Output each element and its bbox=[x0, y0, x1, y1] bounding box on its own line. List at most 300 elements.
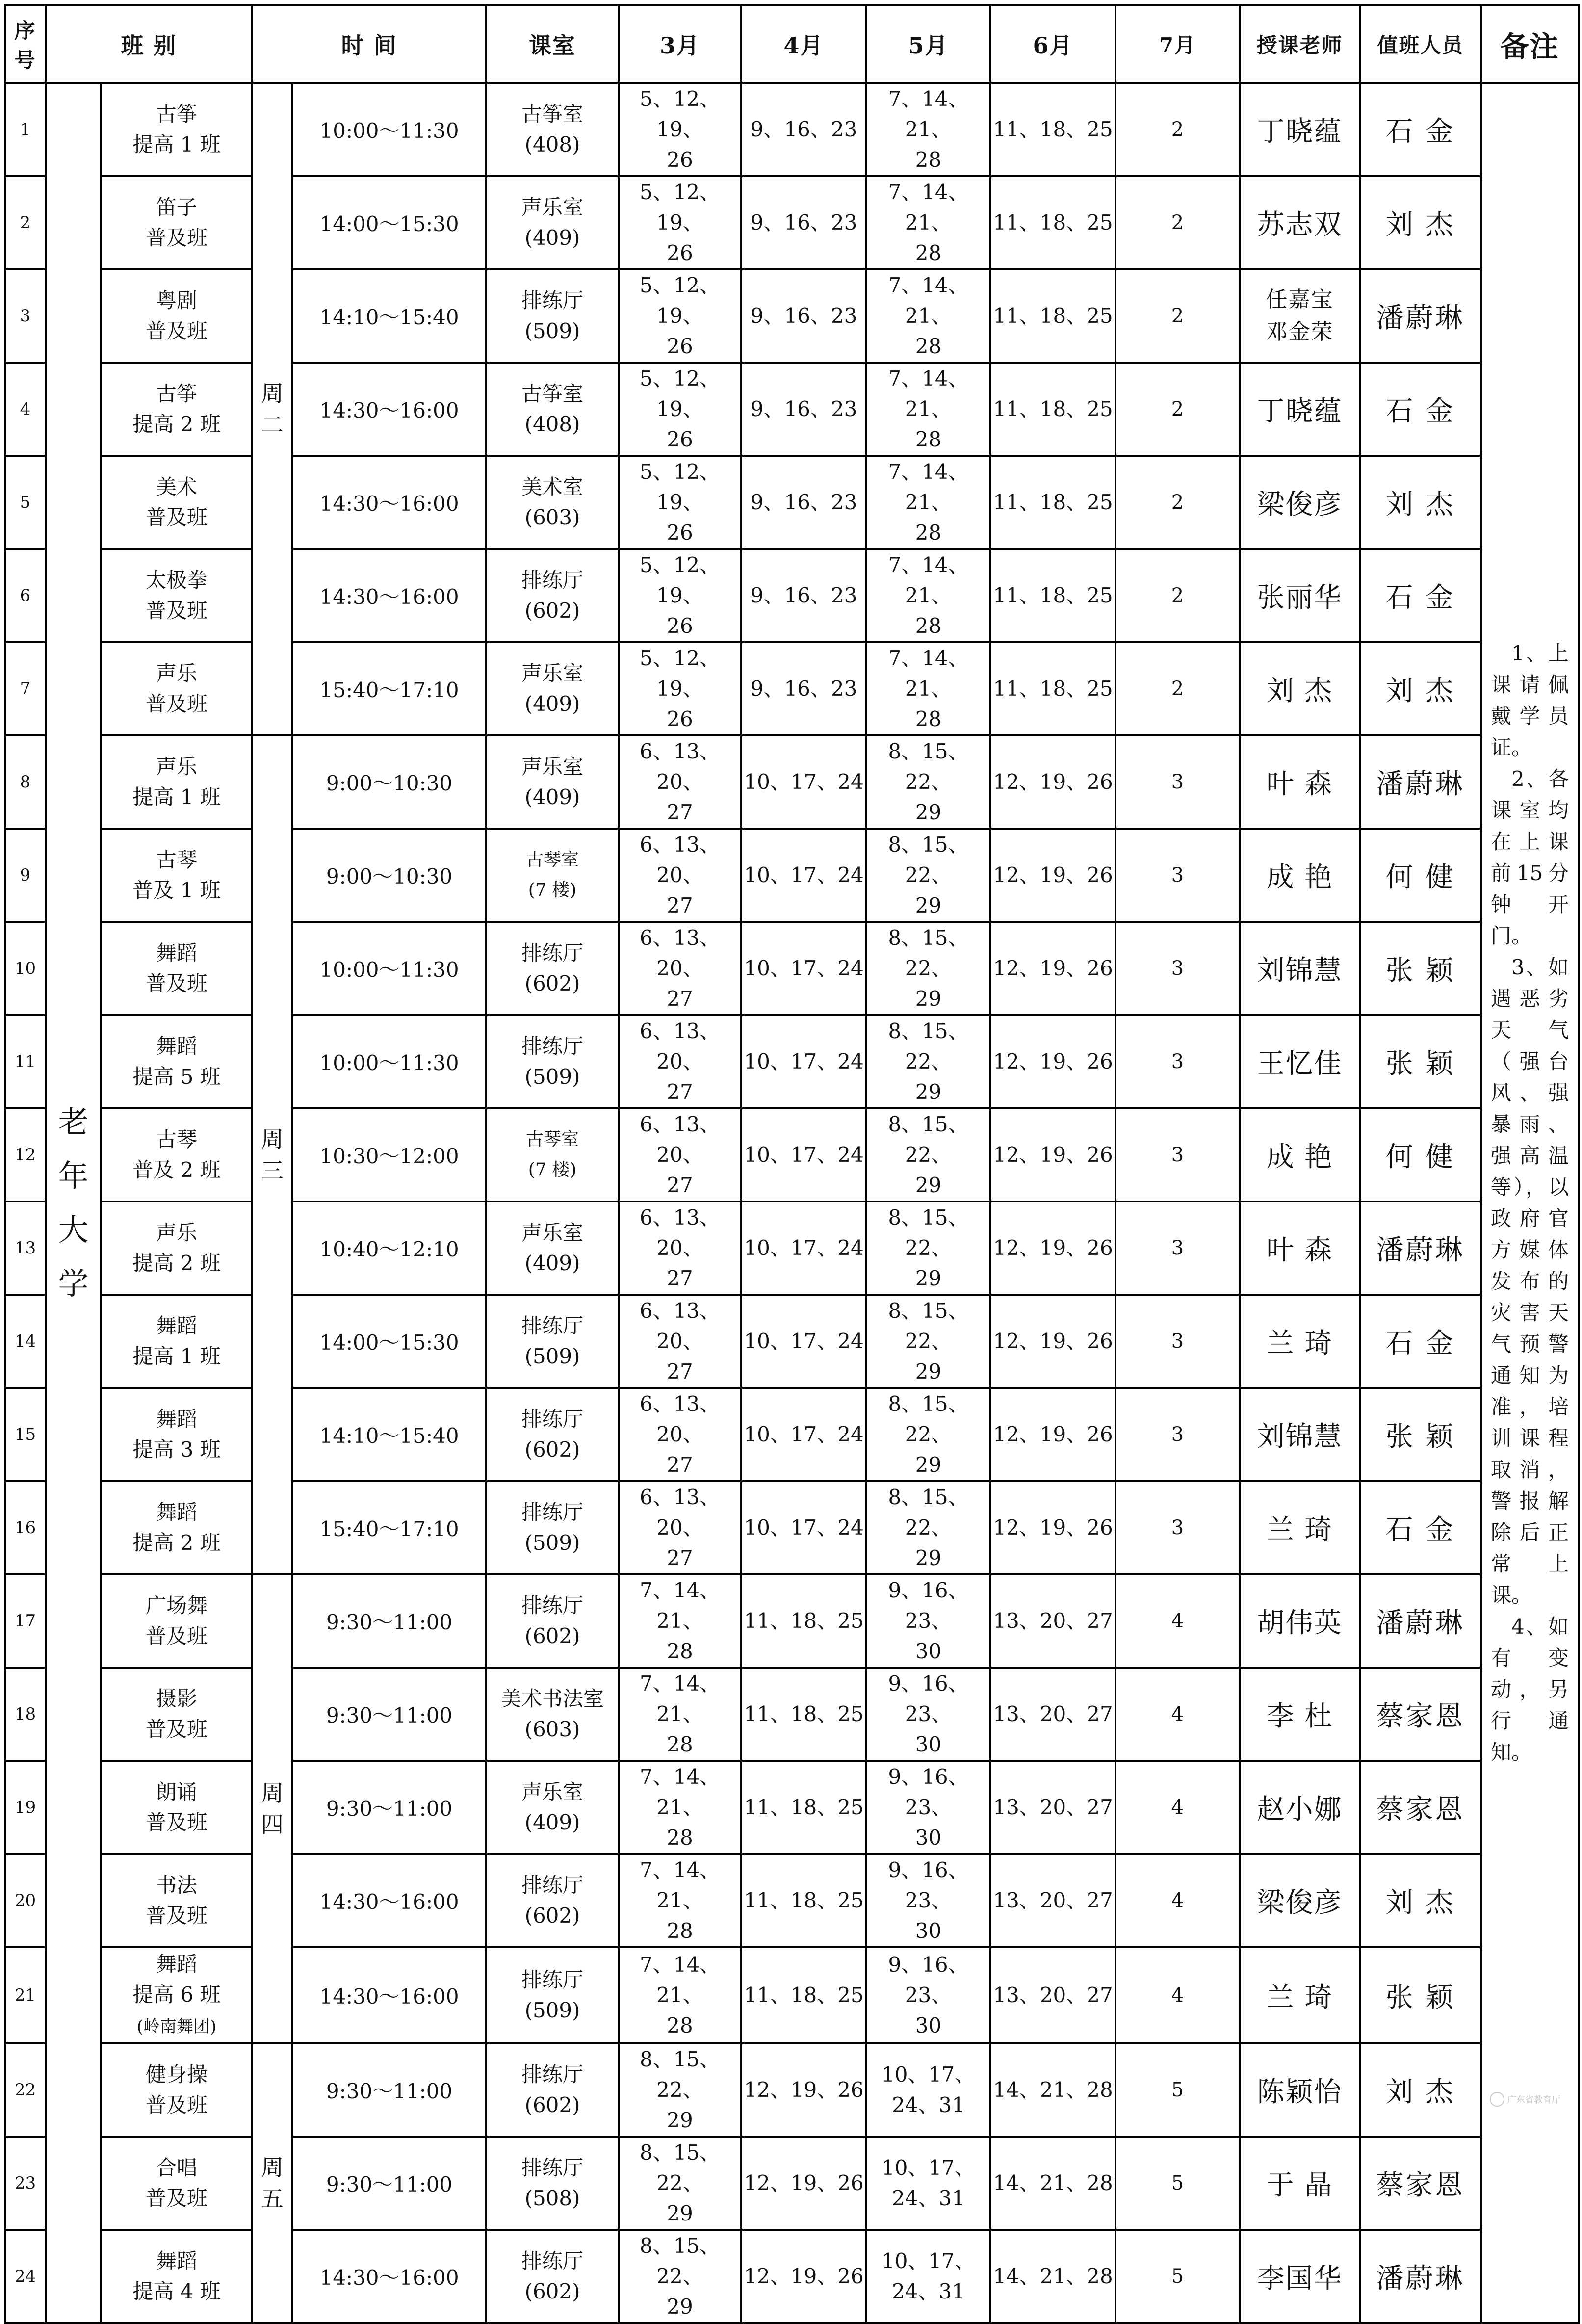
dates-jul: 3 bbox=[1115, 1388, 1240, 1481]
dates-mar-line1: 5、12、19、 bbox=[639, 87, 721, 141]
dates-jul: 3 bbox=[1115, 1201, 1240, 1295]
dates-mar bbox=[619, 549, 741, 642]
class-level: 普及班 bbox=[146, 2093, 208, 2117]
dates-may-line2: 30 bbox=[915, 1732, 942, 1756]
dates-mar bbox=[619, 1481, 741, 1574]
row-index: 16 bbox=[5, 1481, 46, 1574]
dates-mar-line1: 6、13、20、 bbox=[639, 1205, 721, 1260]
remark-item: 2、各课室均在上课前15分钟开门。 bbox=[1491, 767, 1569, 948]
classroom-number: (7 楼) bbox=[528, 880, 577, 900]
classroom-name: 古筝室 bbox=[521, 382, 584, 406]
dates-jul: 2 bbox=[1115, 456, 1240, 549]
classroom-number: (602) bbox=[524, 1904, 580, 1928]
dates-may-line1: 8、15、22、 bbox=[888, 1205, 969, 1260]
row-index: 8 bbox=[5, 735, 46, 829]
dates-may-line2: 28 bbox=[915, 521, 942, 545]
class-time: 14:30～16:00 bbox=[292, 1947, 486, 2043]
header-room: 课室 bbox=[486, 5, 619, 83]
classroom-number: (509) bbox=[524, 1531, 580, 1555]
table-row bbox=[5, 1668, 1579, 1761]
dates-apr: 10、17、24 bbox=[741, 829, 866, 922]
class-level: 提高 1 班 bbox=[132, 785, 221, 809]
dates-apr: 10、17、24 bbox=[741, 1295, 866, 1388]
dates-mar-line1: 6、13、20、 bbox=[639, 1299, 721, 1353]
teacher-name: 李 杜 bbox=[1240, 1668, 1360, 1761]
row-index: 22 bbox=[5, 2043, 46, 2137]
dates-may-line1: 8、15、22、 bbox=[888, 1392, 969, 1446]
duty-staff: 张 颖 bbox=[1360, 1947, 1481, 2043]
class-subject: 摄影 bbox=[156, 1687, 198, 1711]
class-level: 普及班 bbox=[146, 1810, 208, 1834]
class-level: 普及班 bbox=[146, 319, 208, 343]
table-row bbox=[5, 735, 1579, 829]
row-index: 11 bbox=[5, 1015, 46, 1108]
classroom bbox=[486, 549, 619, 642]
dates-may bbox=[866, 1388, 990, 1481]
duty-staff: 蔡家恩 bbox=[1360, 2137, 1481, 2230]
classroom bbox=[486, 1108, 619, 1201]
class-subject: 古筝 bbox=[156, 102, 198, 126]
dates-mar-line1: 8、15、22、 bbox=[639, 2141, 721, 2195]
dates-may-line2: 29 bbox=[915, 1080, 942, 1104]
org-label bbox=[46, 83, 101, 2323]
teacher-name: 兰 琦 bbox=[1240, 1481, 1360, 1574]
dates-mar bbox=[619, 83, 741, 176]
classroom-name: 排练厅 bbox=[521, 288, 584, 313]
duty-staff: 张 颖 bbox=[1360, 1015, 1481, 1108]
row-index: 1 bbox=[5, 83, 46, 176]
dates-may-line1: 8、15、22、 bbox=[888, 1112, 969, 1167]
class-subject: 太极拳 bbox=[146, 568, 208, 592]
class-time: 14:10～15:40 bbox=[292, 269, 486, 363]
class-time: 15:40～17:10 bbox=[292, 1481, 486, 1574]
classroom-name: 排练厅 bbox=[521, 1500, 584, 1524]
dates-mar-line1: 6、13、20、 bbox=[639, 1112, 721, 1167]
dates-mar-line2: 26 bbox=[667, 241, 693, 265]
duty-staff: 蔡家恩 bbox=[1360, 1668, 1481, 1761]
dates-mar-line2: 27 bbox=[667, 1080, 693, 1104]
row-index: 2 bbox=[5, 176, 46, 269]
dates-mar bbox=[619, 922, 741, 1015]
dates-mar-line2: 28 bbox=[667, 1639, 693, 1663]
remarks-cell bbox=[1481, 83, 1579, 2323]
class-level: 提高 4 班 bbox=[132, 2279, 221, 2303]
class-subject: 古琴 bbox=[156, 1127, 198, 1151]
dates-may bbox=[866, 176, 990, 269]
class-level: 普及班 bbox=[146, 971, 208, 995]
duty-staff: 刘 杰 bbox=[1360, 456, 1481, 549]
dates-mar-line1: 7、14、21、 bbox=[639, 1578, 721, 1633]
dates-apr: 9、16、23 bbox=[741, 176, 866, 269]
dates-may-line1: 8、15、22、 bbox=[888, 1299, 969, 1353]
teacher-name: 陈颖怡 bbox=[1240, 2043, 1360, 2137]
dates-jun: 12、19、26 bbox=[990, 1201, 1115, 1295]
dates-mar-line2: 29 bbox=[667, 2201, 693, 2225]
classroom bbox=[486, 735, 619, 829]
header-class: 班 别 bbox=[46, 5, 252, 83]
row-index: 4 bbox=[5, 363, 46, 456]
dates-mar-line1: 6、13、20、 bbox=[639, 1019, 721, 1073]
dates-jun: 12、19、26 bbox=[990, 735, 1115, 829]
dates-apr: 11、18、25 bbox=[741, 1668, 866, 1761]
dates-may-line2: 28 bbox=[915, 148, 942, 172]
dates-apr: 9、16、23 bbox=[741, 83, 866, 176]
dates-mar bbox=[619, 1015, 741, 1108]
duty-staff: 蔡家恩 bbox=[1360, 1761, 1481, 1854]
dates-mar bbox=[619, 1295, 741, 1388]
header-row bbox=[5, 5, 1579, 83]
header-jul: 7月 bbox=[1115, 5, 1240, 83]
dates-may-line2: 28 bbox=[915, 241, 942, 265]
dates-mar-line2: 26 bbox=[667, 614, 693, 638]
classroom-number: (509) bbox=[524, 1998, 580, 2022]
classroom bbox=[486, 1947, 619, 2043]
class-time: 14:30～16:00 bbox=[292, 363, 486, 456]
dates-jul: 4 bbox=[1115, 1947, 1240, 2043]
dates-apr: 11、18、25 bbox=[741, 1854, 866, 1947]
class-time: 9:30～11:00 bbox=[292, 2043, 486, 2137]
class-subject: 舞蹈 bbox=[156, 1500, 198, 1524]
weekday-char: 周 bbox=[261, 2154, 284, 2181]
row-index: 14 bbox=[5, 1295, 46, 1388]
class-subject: 声乐 bbox=[156, 1221, 198, 1245]
dates-may bbox=[866, 363, 990, 456]
duty-staff: 何 健 bbox=[1360, 829, 1481, 922]
dates-jun: 12、19、26 bbox=[990, 829, 1115, 922]
class-subject: 舞蹈 bbox=[156, 941, 198, 965]
class-subject: 古琴 bbox=[156, 848, 198, 872]
dates-may-line2: 28 bbox=[915, 707, 942, 731]
classroom bbox=[486, 2137, 619, 2230]
dates-may-line2: 29 bbox=[915, 893, 942, 917]
classroom-number: (409) bbox=[524, 692, 580, 716]
class-name bbox=[101, 2137, 252, 2230]
dates-jul: 2 bbox=[1115, 269, 1240, 363]
class-level: 普及班 bbox=[146, 1717, 208, 1741]
teacher-name: 丁晓蕴 bbox=[1240, 83, 1360, 176]
teacher-name-1: 任嘉宝 bbox=[1266, 287, 1334, 312]
dates-may-line2: 28 bbox=[915, 427, 942, 451]
classroom-number: (602) bbox=[524, 1624, 580, 1648]
dates-mar-line1: 7、14、21、 bbox=[639, 1953, 721, 2007]
dates-mar bbox=[619, 456, 741, 549]
class-level: 提高 2 班 bbox=[132, 1531, 221, 1555]
dates-jul: 2 bbox=[1115, 176, 1240, 269]
table-row bbox=[5, 1761, 1579, 1854]
class-time: 14:10～15:40 bbox=[292, 1388, 486, 1481]
dates-may-line2: 24、31 bbox=[892, 2279, 965, 2303]
row-index: 18 bbox=[5, 1668, 46, 1761]
classroom bbox=[486, 269, 619, 363]
schedule-body bbox=[5, 83, 1579, 2323]
teacher-name: 刘 杰 bbox=[1240, 642, 1360, 735]
class-name bbox=[101, 1574, 252, 1668]
duty-staff: 潘蔚琳 bbox=[1360, 735, 1481, 829]
weekday-char: 三 bbox=[261, 1157, 284, 1184]
table-row bbox=[5, 549, 1579, 642]
classroom-number: (509) bbox=[524, 1065, 580, 1089]
header-remark: 备注 bbox=[1481, 5, 1579, 83]
classroom bbox=[486, 829, 619, 922]
classroom-number: (509) bbox=[524, 1344, 580, 1368]
dates-jul: 3 bbox=[1115, 1481, 1240, 1574]
dates-jul: 3 bbox=[1115, 735, 1240, 829]
classroom-name: 排练厅 bbox=[521, 1873, 584, 1897]
dates-jun: 12、19、26 bbox=[990, 922, 1115, 1015]
class-time: 14:00～15:30 bbox=[292, 176, 486, 269]
class-name bbox=[101, 83, 252, 176]
classroom bbox=[486, 1574, 619, 1668]
classroom-number: (409) bbox=[524, 1810, 580, 1834]
row-index: 3 bbox=[5, 269, 46, 363]
dates-mar-line2: 28 bbox=[667, 2013, 693, 2037]
teacher-name: 成 艳 bbox=[1240, 829, 1360, 922]
dates-mar-line2: 26 bbox=[667, 707, 693, 731]
dates-jun: 11、18、25 bbox=[990, 456, 1115, 549]
class-time: 14:30～16:00 bbox=[292, 456, 486, 549]
dates-mar-line2: 27 bbox=[667, 800, 693, 824]
dates-mar bbox=[619, 1574, 741, 1668]
classroom-number: (508) bbox=[524, 2186, 580, 2210]
class-time: 9:30～11:00 bbox=[292, 1668, 486, 1761]
dates-may-line2: 24、31 bbox=[892, 2186, 965, 2210]
dates-jun: 13、20、27 bbox=[990, 1854, 1115, 1947]
header-index: 序号 bbox=[5, 5, 46, 83]
class-subject: 广场舞 bbox=[146, 1593, 208, 1618]
dates-may bbox=[866, 1761, 990, 1854]
dates-may bbox=[866, 1854, 990, 1947]
teacher-name: 于 晶 bbox=[1240, 2137, 1360, 2230]
teacher-name: 丁晓蕴 bbox=[1240, 363, 1360, 456]
class-time: 10:30～12:00 bbox=[292, 1108, 486, 1201]
teacher-name-2: 邓金荣 bbox=[1266, 319, 1334, 344]
class-time: 10:00～11:30 bbox=[292, 1015, 486, 1108]
classroom-number: (7 楼) bbox=[528, 1160, 577, 1180]
class-name bbox=[101, 1947, 252, 2043]
dates-may-line1: 9、16、23、 bbox=[888, 1765, 969, 1819]
dates-mar-line2: 27 bbox=[667, 987, 693, 1011]
classroom-name: 声乐室 bbox=[521, 755, 584, 779]
dates-may bbox=[866, 2137, 990, 2230]
class-level: 提高 1 班 bbox=[132, 1344, 221, 1368]
dates-apr: 11、18、25 bbox=[741, 1761, 866, 1854]
class-name bbox=[101, 549, 252, 642]
classroom bbox=[486, 456, 619, 549]
dates-may-line2: 28 bbox=[915, 334, 942, 358]
dates-may-line2: 28 bbox=[915, 614, 942, 638]
dates-may-line1: 7、14、21、 bbox=[888, 87, 969, 141]
dates-mar-line2: 27 bbox=[667, 1546, 693, 1570]
dates-may bbox=[866, 1015, 990, 1108]
dates-may bbox=[866, 1947, 990, 2043]
dates-mar bbox=[619, 735, 741, 829]
classroom-name: 排练厅 bbox=[521, 941, 584, 965]
dates-may-line1: 7、14、21、 bbox=[888, 366, 969, 421]
remark-item: 4、如有变动，另行通知。 bbox=[1491, 1615, 1569, 1764]
class-time: 9:30～11:00 bbox=[292, 2137, 486, 2230]
dates-mar-line1: 6、13、20、 bbox=[639, 739, 721, 794]
dates-may-line1: 10、17、 bbox=[882, 2156, 975, 2180]
weekday-thu bbox=[252, 1574, 292, 2043]
class-name bbox=[101, 1761, 252, 1854]
class-name bbox=[101, 269, 252, 363]
dates-jun: 12、19、26 bbox=[990, 1388, 1115, 1481]
duty-staff: 刘 杰 bbox=[1360, 1854, 1481, 1947]
dates-apr: 10、17、24 bbox=[741, 735, 866, 829]
dates-jun: 13、20、27 bbox=[990, 1574, 1115, 1668]
dates-apr: 10、17、24 bbox=[741, 1015, 866, 1108]
teacher-name: 胡伟英 bbox=[1240, 1574, 1360, 1668]
dates-jul: 4 bbox=[1115, 1668, 1240, 1761]
dates-jun: 11、18、25 bbox=[990, 176, 1115, 269]
dates-jul: 4 bbox=[1115, 1854, 1240, 1947]
teacher-name: 张丽华 bbox=[1240, 549, 1360, 642]
classroom-name: 美术书法室 bbox=[501, 1687, 604, 1711]
table-row bbox=[5, 1481, 1579, 1574]
dates-jul: 3 bbox=[1115, 1015, 1240, 1108]
dates-mar-line1: 6、13、20、 bbox=[639, 926, 721, 980]
org-label-char: 年 bbox=[58, 1158, 89, 1194]
dates-jul: 3 bbox=[1115, 922, 1240, 1015]
dates-may bbox=[866, 922, 990, 1015]
dates-mar bbox=[619, 2137, 741, 2230]
classroom bbox=[486, 642, 619, 735]
dates-mar-line1: 6、13、20、 bbox=[639, 833, 721, 887]
dates-mar-line1: 5、12、19、 bbox=[639, 646, 721, 701]
table-row bbox=[5, 2137, 1579, 2230]
class-subject: 声乐 bbox=[156, 661, 198, 685]
table-row bbox=[5, 1201, 1579, 1295]
row-index: 9 bbox=[5, 829, 46, 922]
dates-mar-line2: 27 bbox=[667, 1453, 693, 1477]
schedule-sheet bbox=[4, 4, 1578, 2319]
dates-mar-line1: 7、14、21、 bbox=[639, 1671, 721, 1726]
class-level: 普及班 bbox=[146, 692, 208, 716]
class-level: 普及班 bbox=[146, 599, 208, 623]
remark-item: 1、上课请佩戴学员证。 bbox=[1491, 641, 1569, 759]
classroom-number: (603) bbox=[524, 1717, 580, 1741]
dates-jul: 3 bbox=[1115, 829, 1240, 922]
weekday-tue bbox=[252, 83, 292, 735]
teacher-name: 成 艳 bbox=[1240, 1108, 1360, 1201]
class-name bbox=[101, 1668, 252, 1761]
classroom-name: 声乐室 bbox=[521, 661, 584, 685]
row-index: 10 bbox=[5, 922, 46, 1015]
dates-mar bbox=[619, 2230, 741, 2323]
classroom bbox=[486, 922, 619, 1015]
table-row bbox=[5, 1854, 1579, 1947]
teacher-name: 叶 森 bbox=[1240, 1201, 1360, 1295]
dates-mar-line1: 6、13、20、 bbox=[639, 1485, 721, 1540]
classroom bbox=[486, 1668, 619, 1761]
dates-may bbox=[866, 642, 990, 735]
class-subject: 笛子 bbox=[156, 195, 198, 219]
dates-jun: 12、19、26 bbox=[990, 1108, 1115, 1201]
classroom bbox=[486, 1388, 619, 1481]
classroom-number: (408) bbox=[524, 412, 580, 436]
duty-staff: 潘蔚琳 bbox=[1360, 1201, 1481, 1295]
classroom-name: 排练厅 bbox=[521, 1407, 584, 1431]
dates-apr: 10、17、24 bbox=[741, 1388, 866, 1481]
class-name bbox=[101, 2043, 252, 2137]
dates-mar-line1: 6、13、20、 bbox=[639, 1392, 721, 1446]
dates-mar-line1: 5、12、19、 bbox=[639, 460, 721, 514]
dates-apr: 9、16、23 bbox=[741, 456, 866, 549]
classroom-number: (602) bbox=[524, 2093, 580, 2117]
table-row bbox=[5, 642, 1579, 735]
classroom-number: (602) bbox=[524, 971, 580, 995]
dates-jun: 11、18、25 bbox=[990, 269, 1115, 363]
class-subject: 古筝 bbox=[156, 382, 198, 406]
dates-apr: 12、19、26 bbox=[741, 2137, 866, 2230]
dates-mar-line2: 29 bbox=[667, 2295, 693, 2319]
class-name bbox=[101, 456, 252, 549]
dates-apr: 10、17、24 bbox=[741, 922, 866, 1015]
dates-mar-line1: 7、14、21、 bbox=[639, 1765, 721, 1819]
classroom-name: 声乐室 bbox=[521, 1221, 584, 1245]
dates-apr: 10、17、24 bbox=[741, 1481, 866, 1574]
dates-jul: 3 bbox=[1115, 1108, 1240, 1201]
dates-mar-line1: 7、14、21、 bbox=[639, 1858, 721, 1912]
row-index: 21 bbox=[5, 1947, 46, 2043]
dates-may-line1: 9、16、23、 bbox=[888, 1858, 969, 1912]
class-name bbox=[101, 922, 252, 1015]
dates-may-line2: 30 bbox=[915, 1919, 942, 1943]
table-row bbox=[5, 176, 1579, 269]
dates-jun: 11、18、25 bbox=[990, 642, 1115, 735]
table-row bbox=[5, 1295, 1579, 1388]
dates-mar-line2: 26 bbox=[667, 427, 693, 451]
class-level: 提高 2 班 bbox=[132, 1251, 221, 1275]
dates-jun: 14、21、28 bbox=[990, 2230, 1115, 2323]
duty-staff: 张 颖 bbox=[1360, 922, 1481, 1015]
duty-staff: 刘 杰 bbox=[1360, 2043, 1481, 2137]
teacher-name: 王忆佳 bbox=[1240, 1015, 1360, 1108]
table-row bbox=[5, 1388, 1579, 1481]
teacher-name: 梁俊彦 bbox=[1240, 1854, 1360, 1947]
class-time: 14:30～16:00 bbox=[292, 1854, 486, 1947]
classroom-name: 美术室 bbox=[521, 475, 584, 499]
dates-mar-line2: 27 bbox=[667, 1173, 693, 1197]
dates-apr: 9、16、23 bbox=[741, 642, 866, 735]
classroom-name: 排练厅 bbox=[521, 2249, 584, 2273]
class-level: 提高 5 班 bbox=[132, 1065, 221, 1089]
weekday-wed bbox=[252, 735, 292, 1574]
watermark-seal-icon bbox=[1490, 2092, 1504, 2107]
row-index: 20 bbox=[5, 1854, 46, 1947]
table-row bbox=[5, 1574, 1579, 1668]
dates-mar-line2: 27 bbox=[667, 893, 693, 917]
row-index: 17 bbox=[5, 1574, 46, 1668]
classroom-name: 排练厅 bbox=[521, 2156, 584, 2180]
classroom bbox=[486, 363, 619, 456]
class-subject: 声乐 bbox=[156, 755, 198, 779]
class-subject: 舞蹈 bbox=[156, 1407, 198, 1431]
dates-may-line1: 7、14、21、 bbox=[888, 273, 969, 328]
dates-may-line2: 29 bbox=[915, 987, 942, 1011]
class-subject: 合唱 bbox=[156, 2156, 198, 2180]
class-time: 14:30～16:00 bbox=[292, 549, 486, 642]
dates-jul: 2 bbox=[1115, 363, 1240, 456]
class-level: 提高 2 班 bbox=[132, 412, 221, 436]
class-subject: 舞蹈 bbox=[156, 1034, 198, 1058]
dates-may-line2: 30 bbox=[915, 1639, 942, 1663]
dates-mar-line2: 28 bbox=[667, 1826, 693, 1850]
class-time: 14:00～15:30 bbox=[292, 1295, 486, 1388]
teacher-name: 兰 琦 bbox=[1240, 1947, 1360, 2043]
dates-mar-line2: 29 bbox=[667, 2108, 693, 2132]
class-time: 10:00～11:30 bbox=[292, 83, 486, 176]
